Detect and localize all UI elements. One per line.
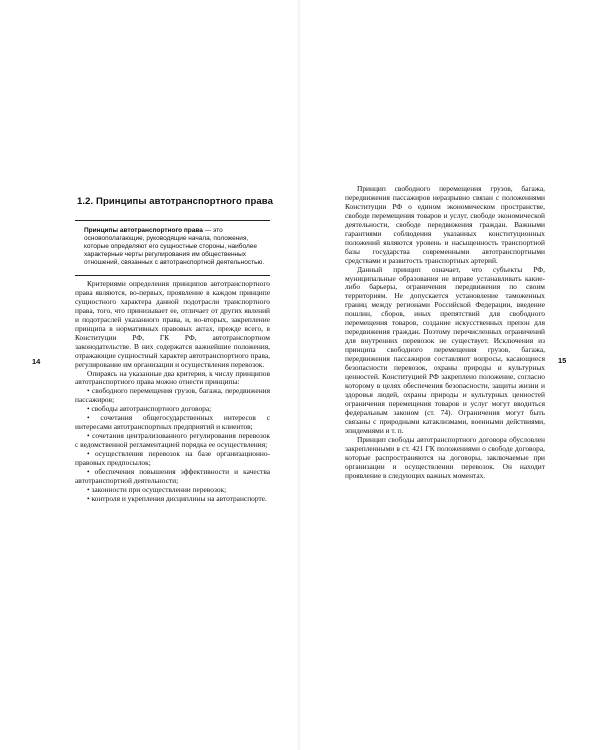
list-item: • свободы автотранспортного договора; [75,405,270,414]
paragraph: Опираясь на указанные два критерия, к числу принципов автотранспортного права можно отнести принципы: [75,368,270,387]
paragraph: Принцип свободы автотранспортного договора обусловлен закрепленными в ст. 421 ГК положениями о свободе договора, которые распространяются на договоры, заключаемые при организации и осуществлении перевозок. Он находит проявление в следующих важных моментах. [345,434,545,480]
list-item: • сочетания централизованного регулирования перевозок с ведомственной регламентацией порядка ее осуществления; [75,432,270,450]
definition-text: — это основополагающие, руководящие начала, положения, которые определяют его сущностные стороны, наиболее характерные черты регулирования им общественных отношений, связанных с автотранспортной деятельностью. [84,227,265,266]
list-item: • осуществления перевозок на базе организационно-правовых предпосылок; [75,450,270,468]
section-heading: 1.2. Принципы автотранспортного права [77,196,273,207]
list-item: • свободного перемещения грузов, багажа, передвижения пассажиров; [75,387,270,405]
definition-bottom-rule [75,275,270,276]
paragraph: Критериями определения принципов автотранспортного права являются, во-первых, проявление в каждом принципе сущностного характера данной подотрасли транспортного права, того, что принизывает ее, отличает от других явлений и подотраслей указанного права, и, во-вторых, закрепление принципа в нормативных правовых актах, прежде всего, в Конституции РФ, ГК РФ, автотранспортном законодательстве. В них содержатся важнейшие положения, отражающие сущностный характер автотранспортного права, регулирование им организации и осуществления перевозок. [75,279,270,369]
paragraph: Принцип свободного перемещения грузов, багажа, передвижения пассажиров неразрывно связан с положениями Конституции РФ о едином экономическом пространстве, свободе перемещения товаров и услуг, свободе экономической деятельности, свободе передвижения граждан. Важными гарантиями соблюдения указанных конституционных положений являются уровень и насыщенность транспортной базы государства современными автотранспортными средствами и развитость транспортных артерий. [345,184,545,265]
list-item: • контроля и укрепления дисциплины на автотранспорте. [75,495,270,504]
definition-box [84,227,270,267]
list-item: • законности при осуществлении перевозок; [75,486,270,495]
list-item: • сочетания общегосударственных интересов с интересами автотранспортных предприятий и клиентов; [75,414,270,432]
right-body-text [345,185,545,480]
list-item: • обеспечения повышения эффективности и качества автотранспортной деятельности; [75,468,270,486]
page-number-left: 14 [32,357,41,366]
page-number-right: 15 [558,356,567,365]
definition-term: Принципы автотранспортного права [84,227,203,234]
paragraph: Данный принцип означает, что субъекты РФ, муниципальные образования не вправе устанавливать какие-либо барьеры, ограничения передвижения по своим территориям. Не допускается установление таможенных границ между регионами Российской Федерации, введение пошлин, сборов, иных препятствий для свободного перемещения товаров, создание искусственных препон для передвижения граждан. Поэтому перечисленных ограничений для внутренних перевозок не существует. Исключения из принципа свободного перемещения грузов, багажа, передвижения пассажиров составляют вопросы, касающиеся безопасности перевозок, охраны природы и культурных ценностей. Конституцией РФ закреплено положение, согласно которому в целях обеспечения безопасности, защиты жизни и здоровья людей, охраны природы и культурных ценностей ограничения перемещения товаров и услуг могут вводиться федеральным законом (ст. 74). Ограничения могут быть связаны с природными катаклизмами, военными действиями, эпидемиями и т. п. [345,264,545,435]
principles-list [75,387,270,503]
left-body-text [75,280,270,504]
definition-top-rule [75,220,270,221]
